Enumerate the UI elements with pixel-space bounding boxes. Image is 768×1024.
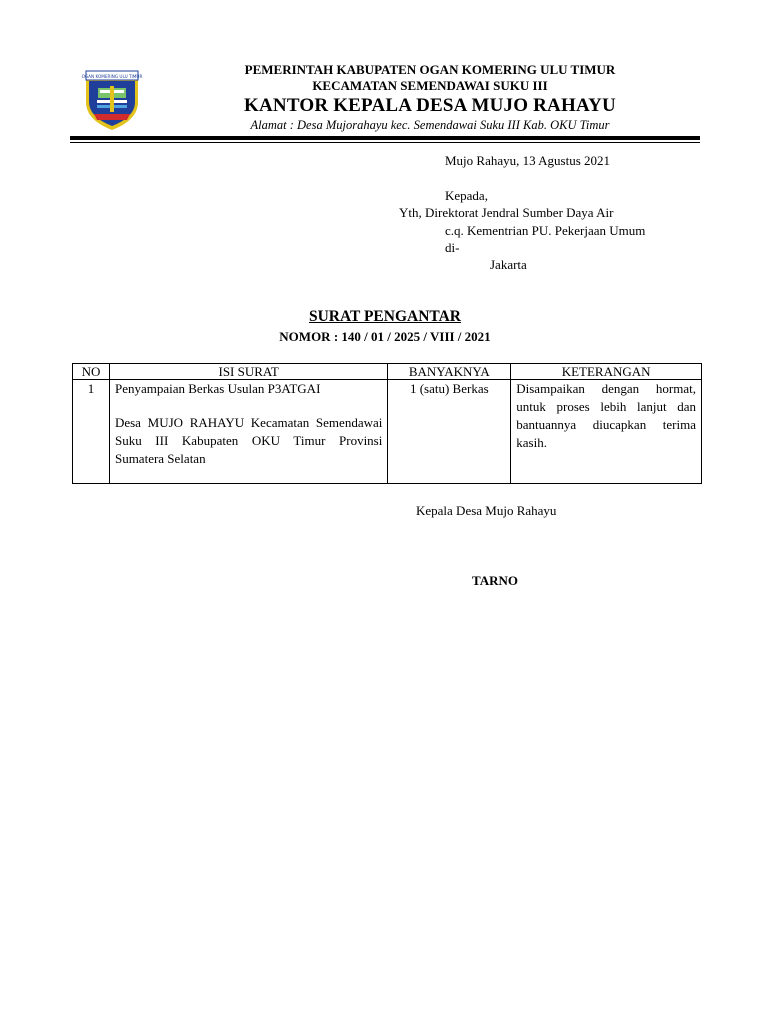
letterhead-government: PEMERINTAH KABUPATEN OGAN KOMERING ULU TIMUR: [244, 62, 616, 77]
recipient-cq: c.q. Kementrian PU. Pekerjaan Umum: [445, 223, 646, 238]
contents-table: [72, 363, 702, 484]
letterhead-divider-thin: [70, 142, 700, 143]
header-isi-surat: ISI SURAT: [109, 364, 387, 380]
cell-isi-surat: [109, 380, 387, 484]
document-number: NOMOR : 140 / 01 / 2025 / VIII / 2021: [279, 329, 491, 344]
document-title: SURAT PENGANTAR: [308, 308, 461, 325]
header-banyaknya: BANYAKNYA: [388, 364, 511, 380]
header-keterangan: KETERANGAN: [511, 364, 702, 380]
table-row: [73, 380, 702, 484]
letterhead-address: Alamat : Desa Mujorahayu kec. Semendawai Suku III Kab. OKU Timur: [250, 118, 610, 132]
isi-surat-subject: Penyampaian Berkas Usulan P3ATGAI: [114, 381, 321, 396]
letterhead-divider-thick: [70, 136, 700, 140]
regency-emblem-icon: [80, 68, 144, 132]
signature-role: Kepala Desa Mujo Rahayu: [416, 503, 557, 518]
isi-surat-description: Desa MUJO RAHAYU Kecamatan Semendawai Suku III Kabupaten OKU Timur Provinsi Sumatera Selatan: [114, 415, 383, 466]
logo-text: OGAN KOMERING ULU TIMUR: [81, 74, 143, 79]
cell-no: 1: [73, 380, 110, 484]
letter-date: Mujo Rahayu, 13 Agustus 2021: [445, 153, 611, 168]
letterhead-office: KANTOR KEPALA DESA MUJO RAHAYU: [244, 95, 616, 116]
cell-banyaknya: 1 (satu) Berkas: [388, 380, 511, 484]
recipient-city: Jakarta: [490, 257, 527, 272]
recipient-di: di-: [445, 240, 460, 255]
cell-keterangan: Disampaikan dengan hormat, untuk proses lebih lanjut dan bantuannya diucapkan terima kasih.: [511, 380, 702, 484]
header-no: NO: [73, 364, 110, 380]
recipient-addressee: Yth, Direktorat Jendral Sumber Daya Air: [399, 205, 614, 220]
regency-logo: [80, 68, 144, 132]
recipient-greeting: Kepada,: [445, 188, 488, 203]
table-header-row: [73, 364, 702, 380]
letterhead-district: KECAMATAN SEMENDAWAI SUKU III: [312, 78, 548, 93]
signature-name: TARNO: [472, 573, 518, 588]
